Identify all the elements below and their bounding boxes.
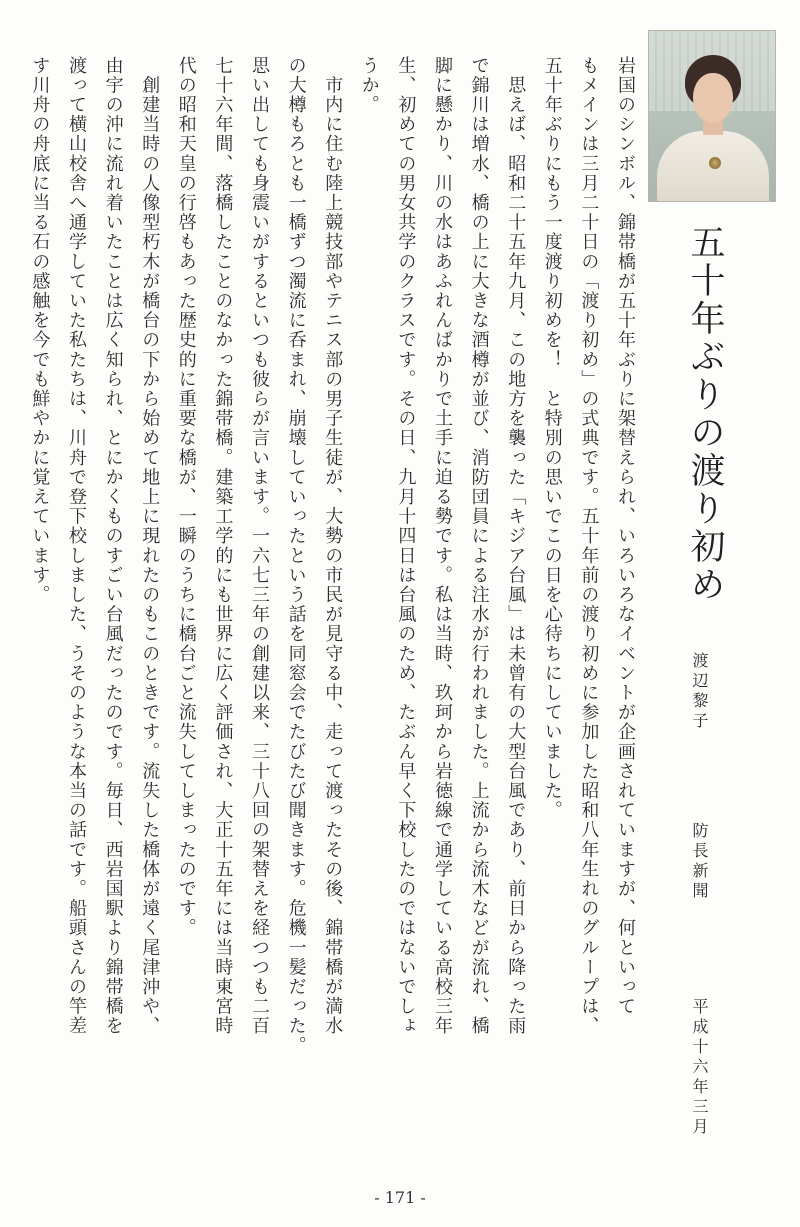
body-column: 思い出しても身震いがするといつも彼らが言います。一六七三年の創建以来、三十八回の架替えを経つつも二百 [249,56,270,1036]
body-column: 由宇の沖に流れ着いたことは広く知られ、とにかくものすごい台風だったのです。毎日、西岩国駅より錦帯橋を [102,56,124,1036]
body-column: うか。 [358,56,380,115]
body-column: 五十年ぶりにもう一度渡り初めを！ と特別の思いでこの日を心待ちにしていました。 [541,56,563,821]
body-column: 創建当時の人像型朽木が橋台の下から始めて地上に現れたのもこのときです。流失した橋体が遠く尾津沖や、 [139,56,161,1036]
article-publication: 防長新聞 [690,822,709,902]
body-column: の大樽もろとも一橋ずつ濁流に呑まれ、崩壊していったという話を同窓会でたびたび聞きます。危機一髪だった。 [285,56,307,1056]
body-column: 岩国のシンボル、錦帯橋が五十年ぶりに架替えられ、いろいろなイベントが企画されていますが、何といって [615,56,636,1017]
body-column: で錦川は増水、橋の上に大きな酒樽が並び、消防団員による注水が行われました。上流から流木などが流れ、橋 [468,56,490,1036]
body-column: もメインは三月二十日の「渡り初め」の式典です。五十年前の渡り初めに参加した昭和八年生れのグループは、 [578,56,600,1036]
article-author: 渡辺黎子 [690,652,709,732]
body-column: 渡って横山校舎へ通学していた私たちは、川舟で登下校しました、うそのような本当の話です。船頭さんの竿差 [66,56,87,1036]
body-column: 市内に住む陸上競技部やテニス部の男子生徒が、大勢の市民が見守る中、走って渡ったその後、錦帯橋が満水 [322,56,344,1036]
body-column: す川舟の舟底に当る石の感触を今でも鮮やかに覚えています。 [29,56,51,605]
article-title: 五十年ぶりの渡り初め [685,224,725,604]
page-number: - 171 - [374,1188,426,1207]
body-column: 思えば、昭和二十五年九月、この地方を襲った「キジア台風」は未曾有の大型台風であり、前日から降った雨 [505,56,527,1036]
body-column: 脚に懸かり、川の水はあふれんばかりで土手に迫る勢です。私は当時、玖珂から岩徳線で通学している高校三年 [432,56,453,1036]
body-column: 代の昭和天皇の行啓もあった歴史的に重要な橋が、一瞬のうちに橋台ごと流失してしまったのです。 [175,56,197,938]
body-column: 生、初めての男女共学のクラスです。その日、九月十四日は台風のため、たぶん早く下校したのではないでしょ [395,56,417,1036]
body-column: 七十六年間、落橋したことのなかった錦帯橋。建築工学的にも世界に広く評価され、大正十五年には当時東宮時 [212,56,234,1036]
article-date: 平成十六年三月 [690,998,709,1138]
